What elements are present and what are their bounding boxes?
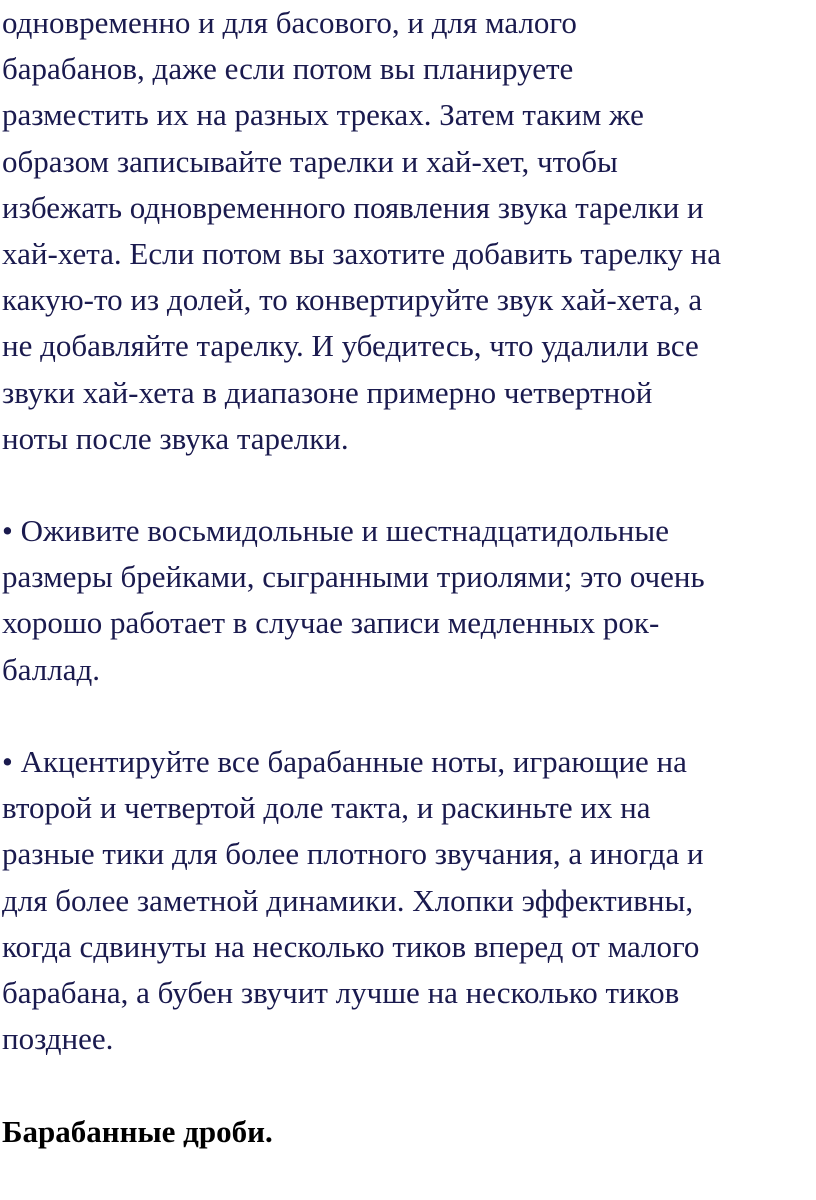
text-line: ноты после звука тарелки. (2, 420, 349, 456)
text-line: хорошо работает в случае записи медленных рок- (2, 605, 660, 641)
text-line: когда сдвинуты на несколько тиков вперед от малого (2, 928, 700, 964)
text-line: второй и четвертой доле такта, и раскиньте их на (2, 790, 651, 826)
text-line: барабана, а бубен звучит лучше на несколько тиков (2, 974, 680, 1010)
text-line: для более заметной динамики. Хлопки эффективны, (2, 882, 694, 918)
bullet-item-accents (2, 739, 814, 1062)
text-line: баллад. (2, 651, 101, 687)
paragraph-spacer (2, 1062, 814, 1108)
paragraph-recording-technique (2, 0, 814, 462)
bullet-item-triplet-breaks (2, 508, 814, 693)
text-line: позднее. (2, 1021, 114, 1057)
text-line: барабанов, даже если потом вы планируете (2, 51, 574, 87)
text-line: разные тики для более плотного звучания, а иногда и (2, 836, 704, 872)
paragraph-spacer (2, 693, 814, 739)
text-line: одновременно и для басового, и для малого (2, 5, 577, 40)
text-line: какую-то из долей, то конвертируйте звук хай-хета, а (2, 282, 703, 318)
text-line: хай-хета. Если потом вы захотите добавить тарелку на (2, 235, 721, 271)
text-line: образом записывайте тарелки и хай-хет, чтобы (2, 143, 618, 179)
section-heading: Барабанные дроби. (2, 1113, 273, 1149)
text-line: избежать одновременного появления звука тарелки и (2, 189, 704, 225)
text-line: размеры брейками, сыгранными триолями; это очень (2, 559, 705, 595)
text-line: • Оживите восьмидольные и шестнадцатидольные (2, 513, 669, 549)
text-line: • Акцентируйте все барабанные ноты, играющие на (2, 744, 687, 779)
text-line: звуки хай-хета в диапазоне примерно четвертной (2, 374, 653, 410)
text-line: разместить их на разных треках. Затем таким же (2, 97, 644, 133)
document-page (2, 0, 814, 1155)
text-line: не добавляйте тарелку. И убедитесь, что удалили все (2, 328, 699, 364)
paragraph-spacer (2, 462, 814, 508)
